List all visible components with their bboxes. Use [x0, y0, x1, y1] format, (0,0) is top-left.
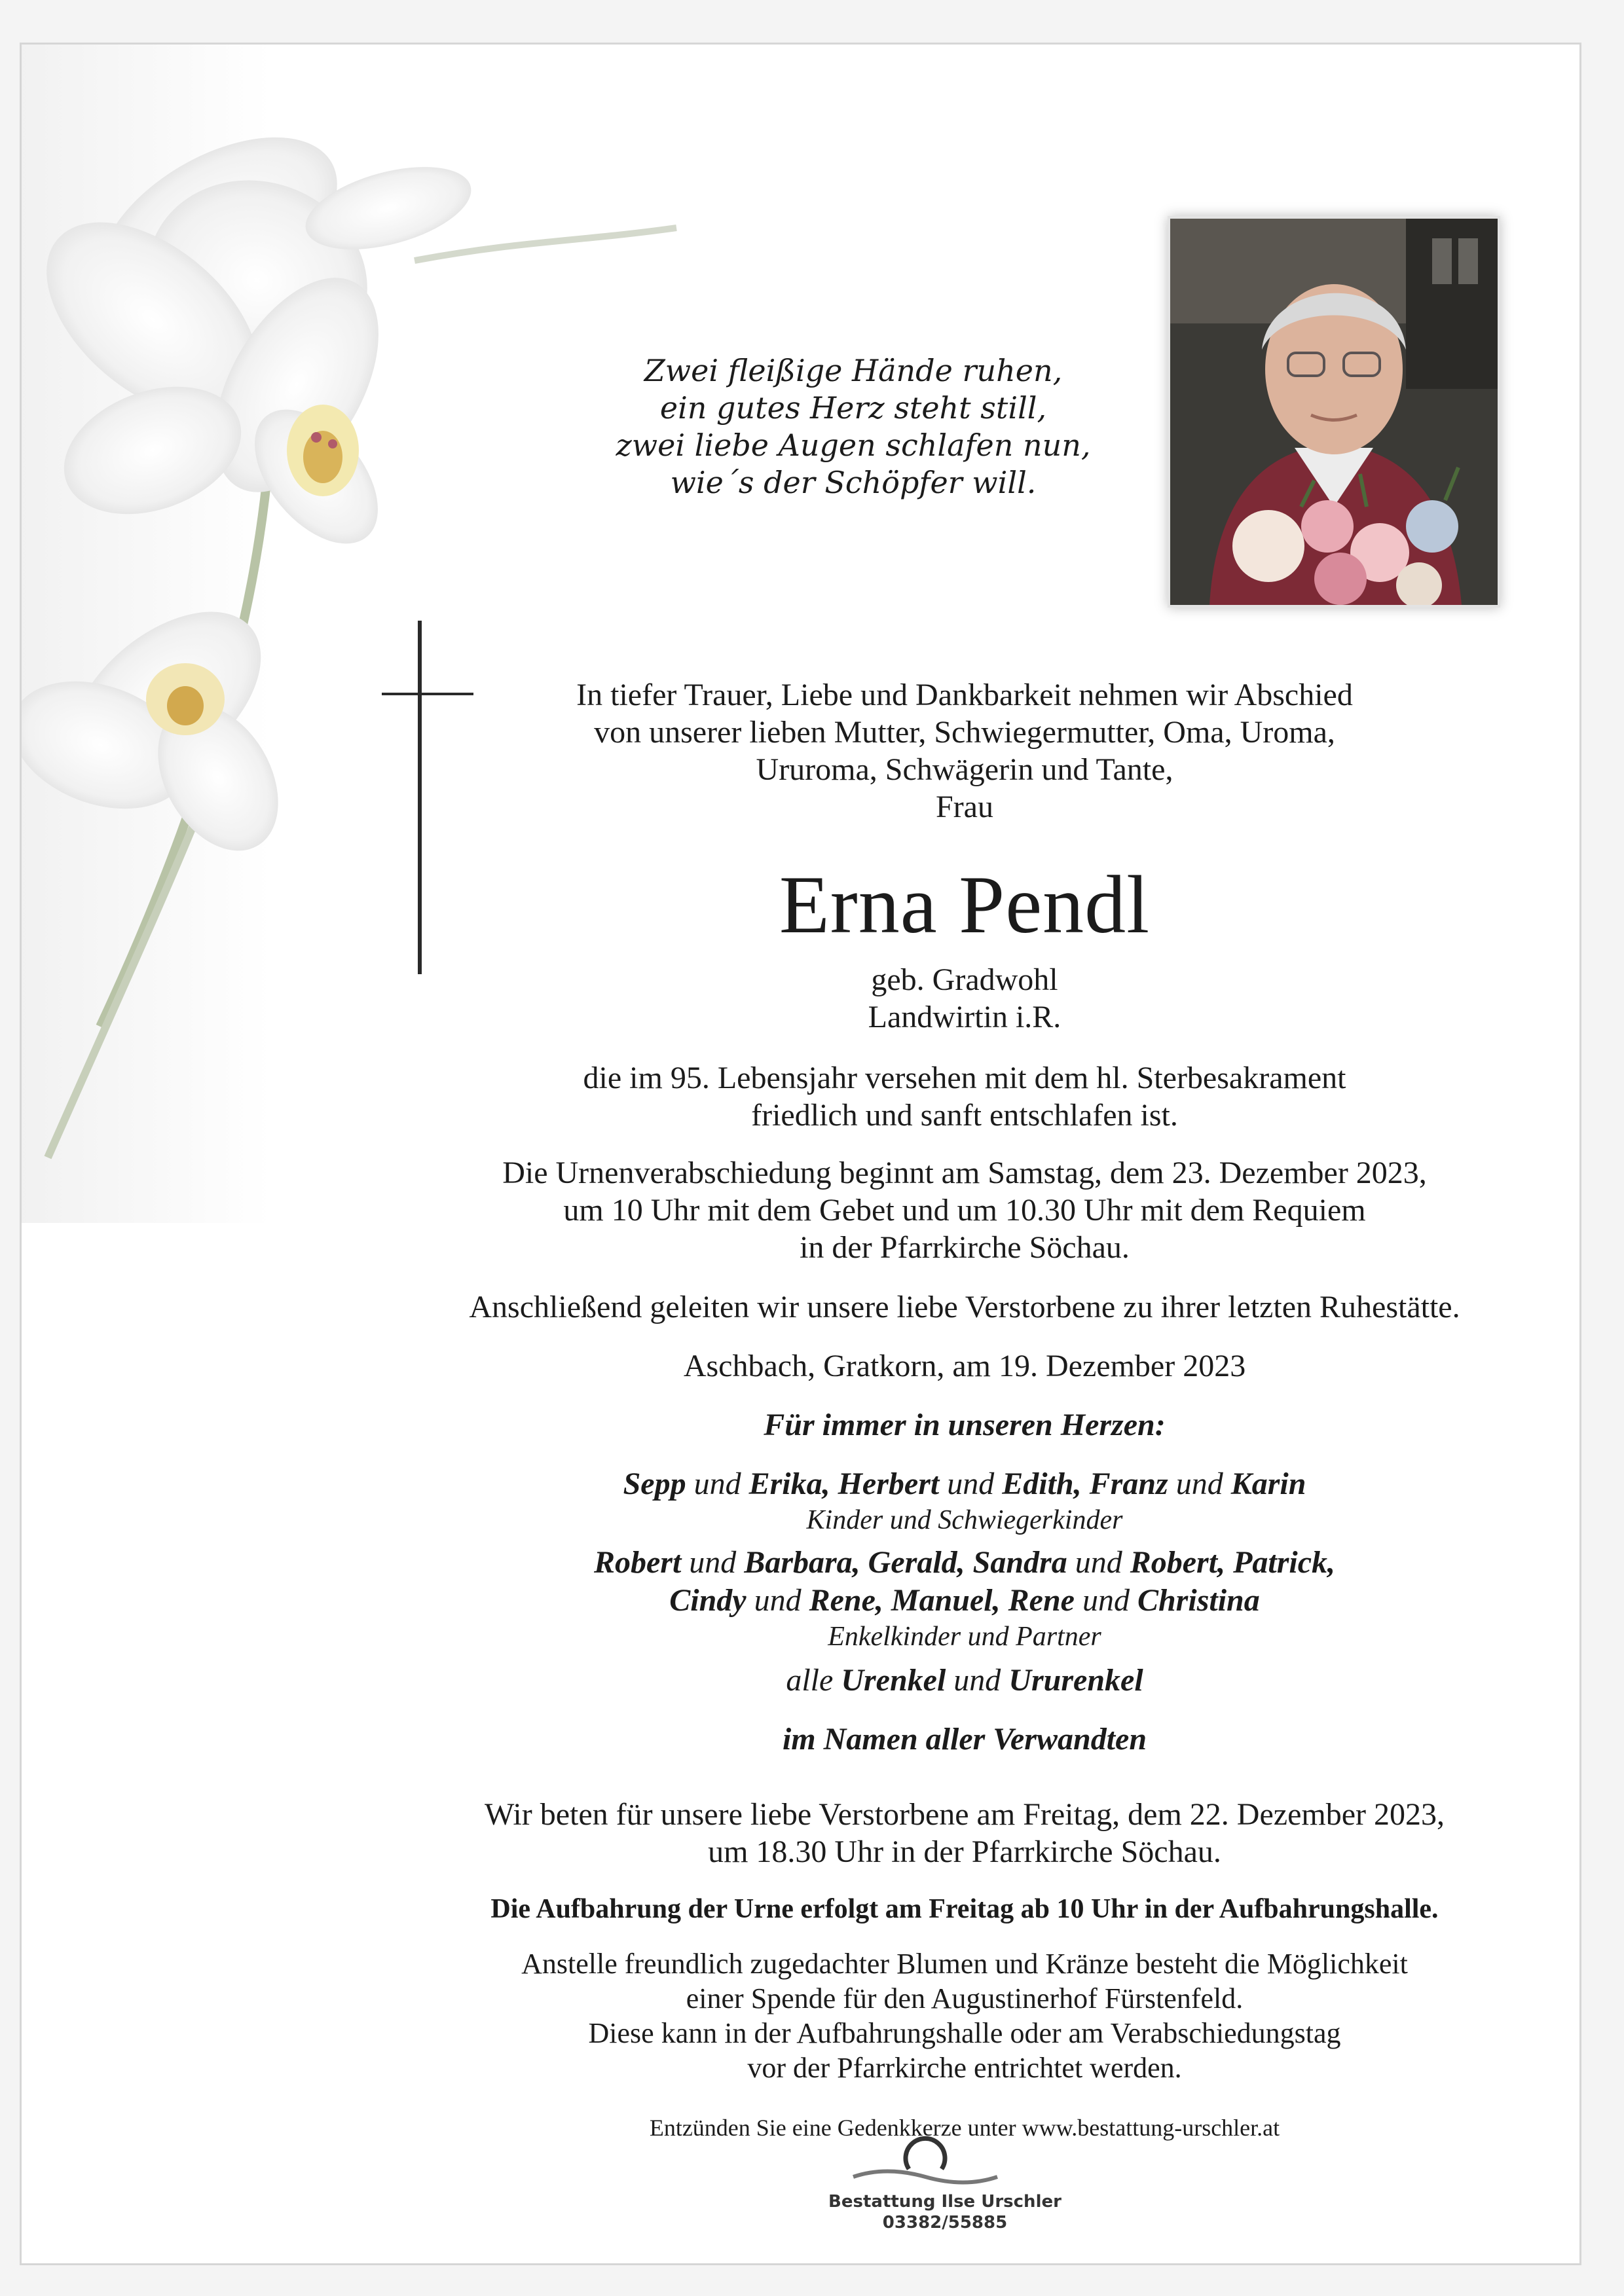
poem-line: wie´s der Schöpfer will.	[670, 465, 1037, 500]
deceased-name: Erna Pendl	[779, 860, 1151, 951]
separator: ,	[1073, 1467, 1090, 1501]
mourner-name: Urenkel	[841, 1663, 946, 1698]
burial-text: Anschließend geleiten wir unsere liebe Verstorbene zu ihrer letzten Ruhestätte.	[469, 1290, 1460, 1324]
conjunction: und	[1168, 1467, 1231, 1501]
intro-line: In tiefer Trauer, Liebe und Dankbarkeit nehmen wir Abschied	[576, 678, 1353, 712]
occupation: Landwirtin i.R.	[868, 1000, 1061, 1034]
deceased-details	[401, 961, 1528, 1036]
funeral-home-logo-icon	[847, 2130, 1004, 2189]
conjunction: und	[686, 1467, 749, 1501]
obituary-card	[20, 43, 1581, 2265]
ceremony-line: Die Urnenverabschiedung beginnt am Samstag, dem 23. Dezember 2023,	[502, 1156, 1427, 1190]
conjunction: und	[681, 1545, 745, 1580]
mourner-name: Christina	[1137, 1583, 1260, 1618]
conjunction: und	[946, 1663, 1009, 1698]
intro-line: Frau	[936, 790, 993, 824]
prayer-line: Wir beten für unsere liebe Verstorbene am Freitag, dem 22. Dezember 2023,	[485, 1797, 1445, 1832]
conjunction: und	[1067, 1545, 1130, 1580]
prayer-line: um 18.30 Uhr in der Pfarrkirche Söchau.	[708, 1834, 1221, 1869]
donation-line: vor der Pfarrkirche entrichtet werden.	[747, 2052, 1182, 2084]
intro-text	[401, 676, 1528, 826]
prayer-info	[401, 1796, 1528, 1870]
mourner-name: Cindy	[669, 1583, 747, 1618]
children-names	[401, 1465, 1528, 1503]
donation-line: Anstelle freundlich zugedachter Blumen und Kränze besteht die Möglichkeit	[521, 1948, 1408, 1980]
intro-line: Ururoma, Schwägerin und Tante,	[756, 752, 1173, 787]
ceremony-line: um 10 Uhr mit dem Gebet und um 10.30 Uhr mit dem Requiem	[563, 1193, 1366, 1228]
ceremony-line: in der Pfarrkirche Söchau.	[800, 1230, 1130, 1265]
grandchildren-names-line-2	[401, 1582, 1528, 1620]
intro-line: von unserer lieben Mutter, Schwiegermutter, Oma, Uroma,	[594, 715, 1335, 750]
poem-line: Zwei fleißige Hände ruhen,	[644, 353, 1063, 388]
place-date: Aschbach, Gratkorn, am 19. Dezember 2023	[683, 1349, 1246, 1383]
donation-line: einer Spende für den Augustinerhof Fürstenfeld.	[686, 1982, 1244, 2014]
mourner-name: Robert	[593, 1545, 682, 1580]
portrait-photo	[1168, 216, 1500, 608]
mourner-name: Rene, Manuel, Rene	[809, 1583, 1075, 1618]
mourner-name: Franz	[1089, 1467, 1168, 1501]
conjunction: und	[746, 1583, 809, 1618]
separator: ,	[822, 1467, 838, 1501]
mourner-name: Erika	[748, 1467, 822, 1501]
relatives-line: im Namen aller Verwandten	[782, 1722, 1147, 1757]
funeral-home-phone: 03382/55885	[882, 2213, 1008, 2232]
birth-name: geb. Gradwohl	[871, 962, 1058, 997]
donation-info	[401, 1946, 1528, 2085]
candle-note: Entzünden Sie eine Gedenkkerze unter www.bestattung-urschler.at	[649, 2115, 1280, 2141]
mourner-name: Ururenkel	[1008, 1663, 1143, 1698]
conjunction: und	[939, 1467, 1003, 1501]
grandchildren-names-line-1	[401, 1544, 1528, 1582]
mourner-name: Karin	[1230, 1467, 1306, 1501]
great-grandchildren	[401, 1662, 1528, 1700]
conjunction: und	[1074, 1583, 1137, 1618]
death-notice-line: friedlich und sanft entschlafen ist.	[751, 1098, 1178, 1133]
death-notice-line: die im 95. Lebensjahr versehen mit dem hl. Sterbesakrament	[583, 1061, 1346, 1095]
mourner-name: Edith	[1002, 1467, 1074, 1501]
ceremony-info	[401, 1154, 1528, 1266]
mourner-name: Barbara, Gerald, Sandra	[744, 1545, 1067, 1580]
mourners-heading: Für immer in unseren Herzen:	[764, 1408, 1166, 1442]
grandchildren-label: Enkelkinder und Partner	[828, 1622, 1101, 1652]
donation-line: Diese kann in der Aufbahrungshalle oder am Verabschiedungstag	[588, 2017, 1341, 2049]
lying-in-state-notice: Die Aufbahrung der Urne erfolgt am Freitag ab 10 Uhr in der Aufbahrungshalle.	[490, 1894, 1439, 1924]
memorial-poem	[559, 352, 1148, 501]
children-label: Kinder und Schwiegerkinder	[806, 1505, 1123, 1535]
prefix: alle	[786, 1663, 841, 1698]
death-notice	[401, 1059, 1528, 1134]
poem-line: zwei liebe Augen schlafen nun,	[616, 428, 1091, 463]
mourner-name: Herbert	[838, 1467, 940, 1501]
mourner-name: Sepp	[623, 1467, 686, 1501]
mourner-name: Robert, Patrick,	[1130, 1545, 1336, 1580]
funeral-home-name: Bestattung Ilse Urschler	[828, 2192, 1061, 2212]
poem-line: ein gutes Herz steht still,	[659, 390, 1047, 426]
